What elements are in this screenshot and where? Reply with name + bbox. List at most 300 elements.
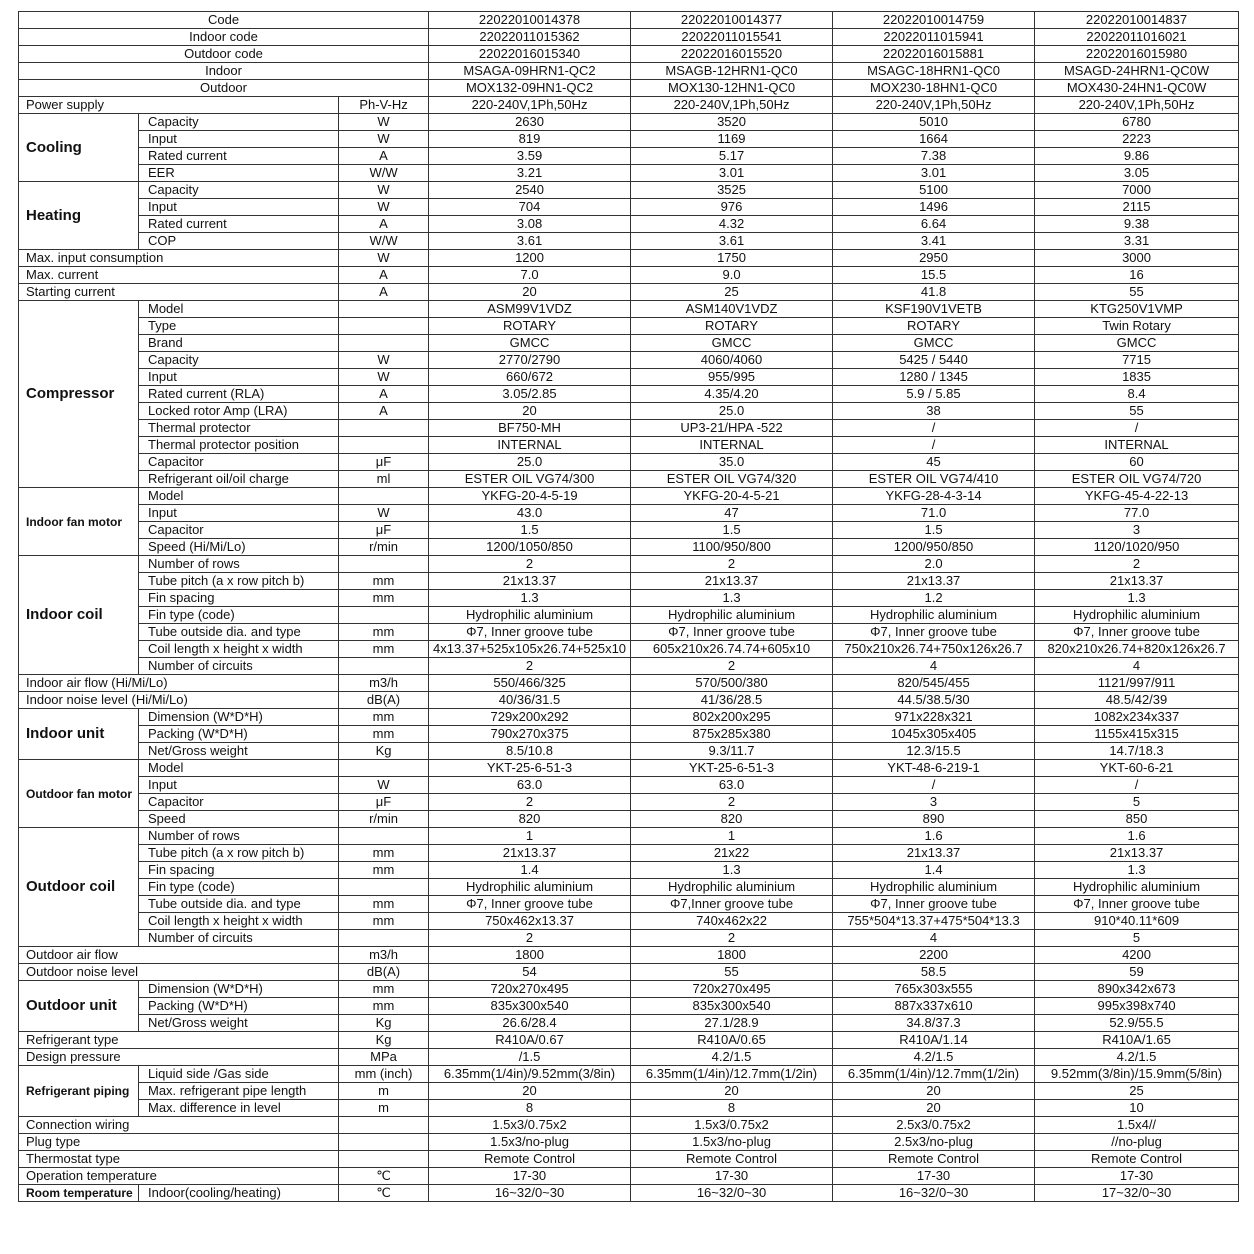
row-value: 7000	[1035, 182, 1239, 199]
row-value: 1.5x4//	[1035, 1117, 1239, 1134]
row-unit: W	[339, 777, 429, 794]
row-label: Thermostat type	[19, 1151, 339, 1168]
spec-row	[19, 233, 1239, 250]
row-value: 6.35mm(1/4in)/12.7mm(1/2in)	[631, 1066, 833, 1083]
row-value: Φ7, Inner groove tube	[429, 896, 631, 913]
row-value: 54	[429, 964, 631, 981]
row-unit: dB(A)	[339, 964, 429, 981]
row-value: Φ7, Inner groove tube	[1035, 624, 1239, 641]
spec-row	[19, 250, 1239, 267]
row-unit: ℃	[339, 1185, 429, 1202]
sub-label: Number of rows	[139, 828, 339, 845]
section-label: Outdoor fan motor	[19, 760, 139, 828]
row-value: 2	[631, 556, 833, 573]
row-value: R410A/1.14	[833, 1032, 1035, 1049]
row-value: 1.3	[1035, 590, 1239, 607]
row-value: KTG250V1VMP	[1035, 301, 1239, 318]
row-value: 835x300x540	[429, 998, 631, 1015]
spec-row	[19, 403, 1239, 420]
row-value: 47	[631, 505, 833, 522]
row-value: Hydrophilic aluminium	[631, 607, 833, 624]
section-label: Heating	[19, 182, 139, 250]
row-unit: mm	[339, 845, 429, 862]
sub-label: Refrigerant oil/oil charge	[139, 471, 339, 488]
spec-row	[19, 1015, 1239, 1032]
spec-row	[19, 488, 1239, 505]
row-value: 6.35mm(1/4in)/9.52mm(3/8in)	[429, 1066, 631, 1083]
row-value: 740x462x22	[631, 913, 833, 930]
row-value: UP3-21/HPA -522	[631, 420, 833, 437]
row-value: /	[833, 420, 1035, 437]
row-value: /	[833, 777, 1035, 794]
row-value: 890x342x673	[1035, 981, 1239, 998]
sub-label: Input	[139, 505, 339, 522]
header-value: 22022016015340	[429, 46, 631, 63]
row-value: 48.5/42/39	[1035, 692, 1239, 709]
row-unit: dB(A)	[339, 692, 429, 709]
row-unit: mm	[339, 896, 429, 913]
row-value: YKT-25-6-51-3	[429, 760, 631, 777]
row-unit: A	[339, 386, 429, 403]
row-unit	[339, 301, 429, 318]
sub-label: Input	[139, 131, 339, 148]
row-value: 1120/1020/950	[1035, 539, 1239, 556]
spec-row	[19, 97, 1239, 114]
spec-row	[19, 1049, 1239, 1066]
row-value: 3.08	[429, 216, 631, 233]
row-value: YKFG-20-4-5-21	[631, 488, 833, 505]
row-value: 9.0	[631, 267, 833, 284]
row-value: Hydrophilic aluminium	[631, 879, 833, 896]
row-value: 4	[833, 658, 1035, 675]
row-value: 17~32/0~30	[1035, 1185, 1239, 1202]
row-value: 802x200x295	[631, 709, 833, 726]
row-value: 1082x234x337	[1035, 709, 1239, 726]
sub-label: Speed (Hi/Mi/Lo)	[139, 539, 339, 556]
spec-row	[19, 182, 1239, 199]
row-value: 16~32/0~30	[833, 1185, 1035, 1202]
sub-label: Coil length x height x width	[139, 641, 339, 658]
row-value: 819	[429, 131, 631, 148]
row-value: 55	[1035, 284, 1239, 301]
header-row	[19, 80, 1239, 97]
row-unit	[339, 420, 429, 437]
header-value: MSAGD-24HRN1-QC0W	[1035, 63, 1239, 80]
sub-label: Brand	[139, 335, 339, 352]
spec-row	[19, 794, 1239, 811]
row-value: 1.3	[631, 862, 833, 879]
row-value: YKFG-20-4-5-19	[429, 488, 631, 505]
row-value: GMCC	[429, 335, 631, 352]
spec-row	[19, 896, 1239, 913]
row-value: 1800	[631, 947, 833, 964]
row-value: YKFG-28-4-3-14	[833, 488, 1035, 505]
sub-label: Tube pitch (a x row pitch b)	[139, 573, 339, 590]
spec-row	[19, 1134, 1239, 1151]
row-unit: W	[339, 182, 429, 199]
row-unit: Kg	[339, 1015, 429, 1032]
row-value: 27.1/28.9	[631, 1015, 833, 1032]
row-value: 850	[1035, 811, 1239, 828]
spec-row	[19, 743, 1239, 760]
spec-row	[19, 1100, 1239, 1117]
sub-label: Input	[139, 199, 339, 216]
sub-label: Tube pitch (a x row pitch b)	[139, 845, 339, 862]
row-unit: mm	[339, 726, 429, 743]
row-value: 1	[429, 828, 631, 845]
spec-row	[19, 726, 1239, 743]
spec-row	[19, 522, 1239, 539]
row-value: 9.38	[1035, 216, 1239, 233]
row-unit: A	[339, 403, 429, 420]
section-label: Refrigerant piping	[19, 1066, 139, 1117]
row-unit: W	[339, 369, 429, 386]
row-value: 21x13.37	[1035, 573, 1239, 590]
spec-row	[19, 913, 1239, 930]
row-label: Indoor air flow (Hi/Mi/Lo)	[19, 675, 339, 692]
row-value: 887x337x610	[833, 998, 1035, 1015]
row-value: 17-30	[429, 1168, 631, 1185]
row-unit: W	[339, 250, 429, 267]
row-value: 1121/997/911	[1035, 675, 1239, 692]
sub-label: Net/Gross weight	[139, 743, 339, 760]
spec-row	[19, 1066, 1239, 1083]
row-value: 910*40.11*609	[1035, 913, 1239, 930]
row-value: Φ7, Inner groove tube	[833, 896, 1035, 913]
spec-row	[19, 998, 1239, 1015]
header-value: 22022011015541	[631, 29, 833, 46]
row-value: 55	[1035, 403, 1239, 420]
header-value: MOX132-09HN1-QC2	[429, 80, 631, 97]
header-value: MSAGA-09HRN1-QC2	[429, 63, 631, 80]
spec-row	[19, 607, 1239, 624]
row-unit: W	[339, 199, 429, 216]
row-value: Remote Control	[833, 1151, 1035, 1168]
row-label: Operation temperature	[19, 1168, 339, 1185]
row-unit: ml	[339, 471, 429, 488]
row-value: 660/672	[429, 369, 631, 386]
row-value: 55	[631, 964, 833, 981]
spec-row	[19, 1151, 1239, 1168]
row-value: 8	[429, 1100, 631, 1117]
row-value: Φ7, Inner groove tube	[833, 624, 1035, 641]
row-value: 4.2/1.5	[833, 1049, 1035, 1066]
row-value: 21x13.37	[429, 845, 631, 862]
spec-row	[19, 845, 1239, 862]
row-value: 2	[429, 556, 631, 573]
header-value: 22022011015362	[429, 29, 631, 46]
row-value: 9.86	[1035, 148, 1239, 165]
header-label: Indoor	[19, 63, 429, 80]
row-value: Twin Rotary	[1035, 318, 1239, 335]
row-unit: Ph-V-Hz	[339, 97, 429, 114]
spec-row	[19, 981, 1239, 998]
row-value: 63.0	[429, 777, 631, 794]
header-value: 22022011016021	[1035, 29, 1239, 46]
spec-row	[19, 641, 1239, 658]
row-value: 25.0	[631, 403, 833, 420]
row-value: /	[833, 437, 1035, 454]
row-unit: A	[339, 267, 429, 284]
row-unit	[339, 607, 429, 624]
row-value: 6.64	[833, 216, 1035, 233]
row-value: 1.3	[429, 590, 631, 607]
row-value: 25.0	[429, 454, 631, 471]
row-value: 20	[631, 1083, 833, 1100]
row-value: 971x228x321	[833, 709, 1035, 726]
header-value: 22022016015520	[631, 46, 833, 63]
row-value: 820x210x26.74+820x126x26.7	[1035, 641, 1239, 658]
row-unit: ℃	[339, 1168, 429, 1185]
header-label: Indoor code	[19, 29, 429, 46]
row-value: 4.2/1.5	[631, 1049, 833, 1066]
row-value: 835x300x540	[631, 998, 833, 1015]
row-value: Remote Control	[429, 1151, 631, 1168]
row-unit	[339, 488, 429, 505]
row-value: ESTER OIL VG74/300	[429, 471, 631, 488]
row-unit: mm	[339, 624, 429, 641]
row-value: 750x462x13.37	[429, 913, 631, 930]
sub-label: Coil length x height x width	[139, 913, 339, 930]
sub-label: Liquid side /Gas side	[139, 1066, 339, 1083]
sub-label: Model	[139, 301, 339, 318]
row-unit: m3/h	[339, 947, 429, 964]
row-unit: r/min	[339, 539, 429, 556]
sub-label: Input	[139, 369, 339, 386]
row-value: Hydrophilic aluminium	[1035, 607, 1239, 624]
spec-row	[19, 199, 1239, 216]
sub-label: EER	[139, 165, 339, 182]
row-value: INTERNAL	[631, 437, 833, 454]
row-value: GMCC	[1035, 335, 1239, 352]
row-value: 3.05	[1035, 165, 1239, 182]
spec-table	[18, 11, 1239, 1202]
row-value: Φ7, Inner groove tube	[1035, 896, 1239, 913]
row-value: Hydrophilic aluminium	[429, 879, 631, 896]
row-value: 1200	[429, 250, 631, 267]
row-value: 41/36/28.5	[631, 692, 833, 709]
row-value: 1496	[833, 199, 1035, 216]
row-value: BF750-MH	[429, 420, 631, 437]
row-value: 2	[631, 930, 833, 947]
row-value: 5425 / 5440	[833, 352, 1035, 369]
row-value: 8.4	[1035, 386, 1239, 403]
header-value: MOX130-12HN1-QC0	[631, 80, 833, 97]
row-value: 820	[631, 811, 833, 828]
section-label: Indoor unit	[19, 709, 139, 760]
row-value: 2	[631, 794, 833, 811]
row-value: 3.59	[429, 148, 631, 165]
row-label: Outdoor air flow	[19, 947, 339, 964]
row-value: 41.8	[833, 284, 1035, 301]
row-value: 1.6	[1035, 828, 1239, 845]
row-value: 3.01	[631, 165, 833, 182]
spec-row	[19, 1083, 1239, 1100]
sub-label: Thermal protector	[139, 420, 339, 437]
sub-label: Model	[139, 488, 339, 505]
row-value: 4060/4060	[631, 352, 833, 369]
row-value: 1045x305x405	[833, 726, 1035, 743]
spec-row	[19, 386, 1239, 403]
spec-row	[19, 947, 1239, 964]
sub-label: Capacity	[139, 114, 339, 131]
row-value: 3	[1035, 522, 1239, 539]
row-unit: r/min	[339, 811, 429, 828]
header-value: MOX230-18HN1-QC0	[833, 80, 1035, 97]
spec-row	[19, 539, 1239, 556]
sub-label: Tube outside dia. and type	[139, 896, 339, 913]
row-value: 1.3	[1035, 862, 1239, 879]
row-value: 63.0	[631, 777, 833, 794]
row-value: 44.5/38.5/30	[833, 692, 1035, 709]
row-value: 1200/1050/850	[429, 539, 631, 556]
row-value: 3.05/2.85	[429, 386, 631, 403]
row-value: YKT-48-6-219-1	[833, 760, 1035, 777]
sub-label: Type	[139, 318, 339, 335]
row-unit: MPa	[339, 1049, 429, 1066]
row-value: 2115	[1035, 199, 1239, 216]
row-value: 21x13.37	[429, 573, 631, 590]
row-value: 5010	[833, 114, 1035, 131]
row-value: 4.32	[631, 216, 833, 233]
row-value: 60	[1035, 454, 1239, 471]
row-value: 2	[1035, 556, 1239, 573]
row-value: 21x13.37	[833, 845, 1035, 862]
row-unit	[339, 879, 429, 896]
sub-label: Capacitor	[139, 454, 339, 471]
row-value: 755*504*13.37+475*504*13.3	[833, 913, 1035, 930]
row-value: 25	[1035, 1083, 1239, 1100]
row-unit: W	[339, 505, 429, 522]
spec-row	[19, 335, 1239, 352]
row-unit: W/W	[339, 233, 429, 250]
row-unit	[339, 760, 429, 777]
row-value: 1.5x3/0.75x2	[429, 1117, 631, 1134]
row-value: GMCC	[833, 335, 1035, 352]
spec-row	[19, 420, 1239, 437]
row-value: 729x200x292	[429, 709, 631, 726]
row-value: 1155x415x315	[1035, 726, 1239, 743]
row-value: 3.41	[833, 233, 1035, 250]
row-value: YKT-60-6-21	[1035, 760, 1239, 777]
row-label: Refrigerant type	[19, 1032, 339, 1049]
row-value: 52.9/55.5	[1035, 1015, 1239, 1032]
row-value: 1.5	[429, 522, 631, 539]
spec-row	[19, 318, 1239, 335]
row-value: 40/36/31.5	[429, 692, 631, 709]
row-value: 1.5	[631, 522, 833, 539]
row-value: 1.5x3/0.75x2	[631, 1117, 833, 1134]
sub-label: Rated current	[139, 216, 339, 233]
row-unit: m3/h	[339, 675, 429, 692]
row-value: /	[1035, 420, 1239, 437]
row-value: 2200	[833, 947, 1035, 964]
row-value: 550/466/325	[429, 675, 631, 692]
row-unit: m	[339, 1100, 429, 1117]
row-value: 220-240V,1Ph,50Hz	[631, 97, 833, 114]
spec-row	[19, 505, 1239, 522]
sub-label: Max. refrigerant pipe length	[139, 1083, 339, 1100]
header-label: Outdoor	[19, 80, 429, 97]
sub-label: COP	[139, 233, 339, 250]
sub-label: Fin type (code)	[139, 607, 339, 624]
row-unit: m	[339, 1083, 429, 1100]
row-value: 220-240V,1Ph,50Hz	[429, 97, 631, 114]
row-unit	[339, 1117, 429, 1134]
header-row	[19, 46, 1239, 63]
row-value: 2630	[429, 114, 631, 131]
row-value: //no-plug	[1035, 1134, 1239, 1151]
row-value: 1.6	[833, 828, 1035, 845]
sub-label: Rated current	[139, 148, 339, 165]
row-label: Plug type	[19, 1134, 339, 1151]
row-value: 20	[429, 403, 631, 420]
row-value: 21x22	[631, 845, 833, 862]
row-value: 35.0	[631, 454, 833, 471]
header-value: MOX430-24HN1-QC0W	[1035, 80, 1239, 97]
spec-row	[19, 590, 1239, 607]
row-value: 1.2	[833, 590, 1035, 607]
row-value: 3.01	[833, 165, 1035, 182]
row-value: 3.61	[429, 233, 631, 250]
row-value: 704	[429, 199, 631, 216]
row-unit: A	[339, 216, 429, 233]
header-value: 22022016015881	[833, 46, 1035, 63]
header-value: 22022010014378	[429, 12, 631, 29]
row-value: YKT-25-6-51-3	[631, 760, 833, 777]
row-value: Φ7,Inner groove tube	[631, 896, 833, 913]
section-label: Indoor fan motor	[19, 488, 139, 556]
row-unit: mm	[339, 641, 429, 658]
row-value: /1.5	[429, 1049, 631, 1066]
row-value: 10	[1035, 1100, 1239, 1117]
row-value: 12.3/15.5	[833, 743, 1035, 760]
row-unit: A	[339, 148, 429, 165]
row-value: 34.8/37.3	[833, 1015, 1035, 1032]
header-value: 22022011015941	[833, 29, 1035, 46]
sub-label: Packing (W*D*H)	[139, 998, 339, 1015]
section-label: Cooling	[19, 114, 139, 182]
row-value: INTERNAL	[429, 437, 631, 454]
row-value: 16	[1035, 267, 1239, 284]
row-value: 2950	[833, 250, 1035, 267]
row-value: 1800	[429, 947, 631, 964]
row-unit	[339, 335, 429, 352]
row-unit: μF	[339, 454, 429, 471]
row-value: 4	[1035, 658, 1239, 675]
row-value: 605x210x26.74.74+605x10	[631, 641, 833, 658]
row-unit	[339, 556, 429, 573]
row-value: 5.17	[631, 148, 833, 165]
row-value: 43.0	[429, 505, 631, 522]
spec-row	[19, 369, 1239, 386]
row-value: 1664	[833, 131, 1035, 148]
section-label: Outdoor coil	[19, 828, 139, 947]
row-value: 3.21	[429, 165, 631, 182]
row-unit: W	[339, 131, 429, 148]
spec-row	[19, 216, 1239, 233]
row-value: 3	[833, 794, 1035, 811]
spec-row	[19, 301, 1239, 318]
row-label: Max. current	[19, 267, 339, 284]
row-label: Power supply	[19, 97, 339, 114]
header-value: MSAGC-18HRN1-QC0	[833, 63, 1035, 80]
row-value: 4.2/1.5	[1035, 1049, 1239, 1066]
spec-row	[19, 1168, 1239, 1185]
row-value: 9.3/11.7	[631, 743, 833, 760]
spec-row	[19, 284, 1239, 301]
section-label: Indoor coil	[19, 556, 139, 675]
